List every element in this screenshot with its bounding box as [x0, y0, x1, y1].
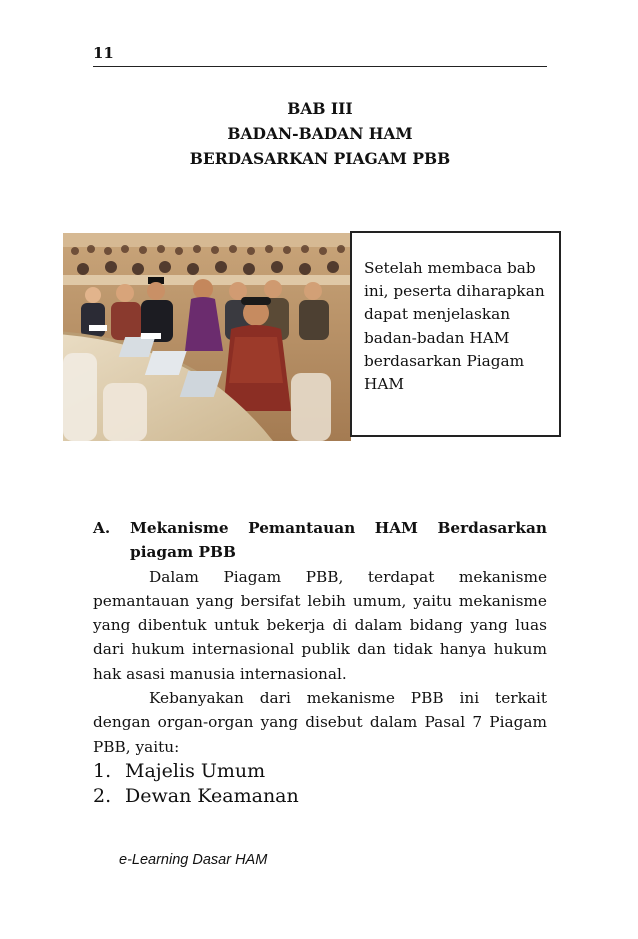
- paragraph-1: Dalam Piagam PBB, terdapat mekanisme pemantauan yang bersifat lebih umum, yaitu mekanisme yang dibentuk untuk bekerja di dalam bidang yang luas dari hukum internasional publik dan tidak hanya hukum hak asasi manusia internasional.: [93, 567, 547, 683]
- footer-title: e-Learning Dasar HAM: [119, 852, 268, 868]
- section-heading: [93, 516, 547, 565]
- paragraph-2: Kebanyakan dari mekanisme PBB ini terkait dengan organ-organ yang disebut dalam Pasal 7 Piagam PBB, yaitu:: [93, 689, 547, 756]
- page-number: 11: [93, 44, 114, 62]
- section-a: [93, 516, 547, 809]
- list-item-number: 2.: [93, 784, 112, 807]
- list-item-label: Majelis Umum: [125, 759, 266, 782]
- section-letter: A.: [93, 519, 111, 537]
- conference-photo: [63, 233, 351, 441]
- list-item: [93, 759, 547, 784]
- chapter-title: [93, 96, 547, 171]
- chapter-number: BAB III: [287, 99, 353, 118]
- chapter-subtitle-line: BERDASARKAN PIAGAM PBB: [189, 149, 451, 168]
- organ-list: [93, 759, 547, 809]
- list-item: [93, 784, 547, 809]
- learning-objective-box: [350, 231, 561, 437]
- chapter-title-line: BADAN-BADAN HAM: [227, 124, 413, 143]
- learning-objective-text: Setelah membaca bab ini, peserta diharapkan dapat menjelaskan badan-badan HAM berdasarkan Piagam HAM: [364, 259, 545, 394]
- list-item-number: 1.: [93, 759, 112, 782]
- section-heading-text: Mekanisme Pemantauan HAM Berdasarkan piagam PBB: [130, 519, 547, 562]
- list-item-label: Dewan Keamanan: [125, 784, 299, 807]
- header-rule: [93, 66, 547, 67]
